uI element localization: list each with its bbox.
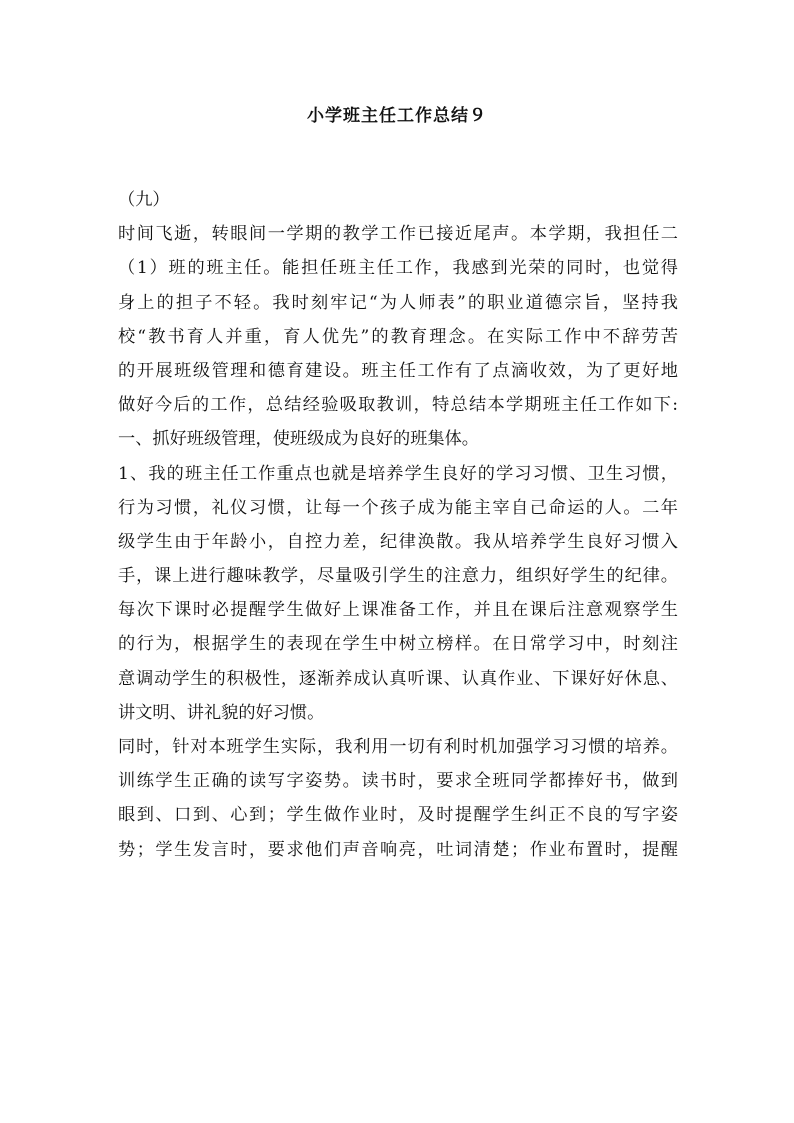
text-line: 手，课上进行趣味教学，尽量吸引学生的注意力，组织好学生的纪律。	[118, 566, 678, 587]
text-line: 的行为，根据学生的表现在学生中树立榜样。在日常学习中，时刻注	[118, 634, 678, 655]
text-line: 训练学生正确的读写字姿势。读书时，要求全班同学都捧好书，做到	[118, 771, 678, 792]
text-line: 眼到、口到、心到；学生做作业时，及时提醒学生纠正不良的写字姿	[118, 805, 678, 826]
section-heading: 一、抓好班级管理，使班级成为良好的班集体。	[118, 429, 479, 450]
text-line: 1、我的班主任工作重点也就是培养学生良好的学习习惯、卫生习惯，	[118, 463, 678, 484]
text-line: 讲文明、讲礼貌的好习惯。	[118, 702, 325, 723]
text-line: 意调动学生的积极性，逐渐养成认真听课、认真作业、下课好好休息、	[118, 668, 678, 689]
text-line: 身上的担子不轻。我时刻牢记“为人师表”的职业道德宗旨，坚持我	[118, 292, 678, 313]
text-line: 时间飞逝，转眼间一学期的教学工作已接近尾声。本学期，我担任二	[118, 224, 678, 245]
text-line: 的开展班级管理和德育建设。班主任工作有了点滴收效，为了更好地	[118, 360, 678, 381]
text-line: 校“教书育人并重，育人优先”的教育理念。在实际工作中不辞劳苦	[118, 326, 678, 347]
text-line: 级学生由于年龄小，自控力差，纪律涣散。我从培养学生良好习惯入	[118, 531, 678, 552]
text-line: （九）	[118, 190, 170, 210]
text-line: 每次下课时必提醒学生做好上课准备工作，并且在课后注意观察学生	[118, 600, 678, 621]
text-line: 势；学生发言时，要求他们声音响亮，吐词清楚；作业布置时，提醒	[118, 839, 678, 860]
text-line: 同时，针对本班学生实际，我利用一切有利时机加强学习习惯的培养。	[118, 737, 678, 757]
text-line: 做好今后的工作，总结经验吸取教训，特总结本学期班主任工作如下:	[118, 395, 678, 416]
text-line: 行为习惯，礼仪习惯，让每一个孩子成为能主宰自己命运的人。二年	[118, 497, 678, 518]
page-title: 小学班主任工作总结９	[307, 106, 487, 126]
text-line: （1）班的班主任。能担任班主任工作，我感到光荣的同时，也觉得	[118, 258, 678, 279]
body-text	[118, 183, 678, 867]
